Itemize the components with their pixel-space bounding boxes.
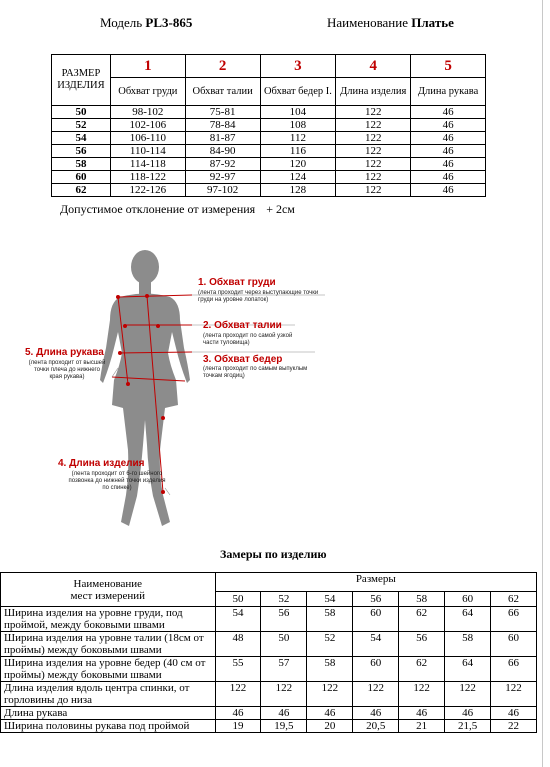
col-num-3: 3 bbox=[260, 55, 336, 78]
measure-row bbox=[1, 632, 537, 657]
measure-value-cell: 60 bbox=[353, 607, 399, 632]
measure-5-note: (лента проходит от высшей точки плеча до нижнего края рукава) bbox=[28, 360, 106, 380]
size-corner-cell bbox=[52, 55, 111, 106]
size-value-cell: 46 bbox=[411, 184, 486, 197]
model-value: PL3-865 bbox=[145, 15, 193, 30]
size-value-cell: 87-92 bbox=[185, 158, 260, 171]
measure-name-header bbox=[1, 573, 216, 607]
measure-value-cell: 60 bbox=[353, 657, 399, 682]
size-header-cell: 56 bbox=[353, 592, 399, 607]
measure-3-note: (лента проходит по самым выпуклым точкам ягодиц) bbox=[203, 366, 308, 379]
size-value-cell: 92-97 bbox=[185, 171, 260, 184]
measure-value-cell: 62 bbox=[399, 607, 445, 632]
size-row bbox=[52, 132, 486, 145]
measure-name-cell: Длина рукава bbox=[1, 707, 216, 720]
measure-value-cell: 122 bbox=[261, 682, 307, 707]
size-row bbox=[52, 158, 486, 171]
measure-value-cell: 66 bbox=[491, 657, 537, 682]
size-cell: 60 bbox=[52, 171, 111, 184]
measure-value-cell: 62 bbox=[399, 657, 445, 682]
size-value-cell: 122 bbox=[336, 106, 411, 119]
measure-table-title: Замеры по изделию bbox=[220, 547, 327, 561]
col-label-5: Длина рукава bbox=[411, 78, 486, 106]
measure-value-cell: 19 bbox=[215, 720, 261, 733]
size-header-cell: 58 bbox=[399, 592, 445, 607]
measure-row bbox=[1, 720, 537, 733]
size-cell: 54 bbox=[52, 132, 111, 145]
col-label-1: Обхват груди bbox=[110, 78, 185, 106]
measure-value-cell: 56 bbox=[261, 607, 307, 632]
size-value-cell: 46 bbox=[411, 171, 486, 184]
size-value-cell: 46 bbox=[411, 106, 486, 119]
col-num-5: 5 bbox=[411, 55, 486, 78]
size-header-cell: 60 bbox=[445, 592, 491, 607]
sizes-header: Размеры bbox=[215, 573, 536, 592]
measure-name-cell: Ширина изделия на уровне талии (18см от проймы) между боковыми швами bbox=[1, 632, 216, 657]
measure-value-cell: 46 bbox=[215, 707, 261, 720]
measure-value-cell: 52 bbox=[307, 632, 353, 657]
size-corner-label-2: ИЗДЕЛИЯ bbox=[57, 80, 105, 91]
measure-3-title: 3. Обхват бедер bbox=[203, 354, 283, 365]
measure-value-cell: 50 bbox=[261, 632, 307, 657]
size-header-cell: 50 bbox=[215, 592, 261, 607]
size-value-cell: 122 bbox=[336, 145, 411, 158]
measure-value-cell: 64 bbox=[445, 607, 491, 632]
size-cell: 52 bbox=[52, 119, 111, 132]
measure-table bbox=[0, 572, 537, 733]
measure-value-cell: 46 bbox=[307, 707, 353, 720]
size-row bbox=[52, 171, 486, 184]
size-value-cell: 110-114 bbox=[110, 145, 185, 158]
measure-value-cell: 22 bbox=[491, 720, 537, 733]
measure-name-cell: Ширина половины рукава под проймой bbox=[1, 720, 216, 733]
size-value-cell: 46 bbox=[411, 145, 486, 158]
size-value-cell: 112 bbox=[260, 132, 336, 145]
measure-5-title: 5. Длина рукава bbox=[25, 347, 104, 358]
measure-value-cell: 60 bbox=[491, 632, 537, 657]
measure-value-cell: 55 bbox=[215, 657, 261, 682]
size-header-cell: 52 bbox=[261, 592, 307, 607]
size-value-cell: 84-90 bbox=[185, 145, 260, 158]
measure-name-cell: Ширина изделия на уровне бедер (40 см от проймы) между боковыми швами bbox=[1, 657, 216, 682]
size-value-cell: 122 bbox=[336, 171, 411, 184]
size-row bbox=[52, 106, 486, 119]
measure-value-cell: 46 bbox=[261, 707, 307, 720]
measure-name-cell: Длина изделия вдоль центра спинки, от горловины до низа bbox=[1, 682, 216, 707]
col-num-2: 2 bbox=[185, 55, 260, 78]
size-value-cell: 122 bbox=[336, 132, 411, 145]
measure-value-cell: 21 bbox=[399, 720, 445, 733]
measure-4-note: (лента проходит от 6-го шейного позвонка до нижней точки изделия по спинке) bbox=[68, 471, 166, 491]
col-num-1: 1 bbox=[110, 55, 185, 78]
size-value-cell: 97-102 bbox=[185, 184, 260, 197]
measure-value-cell: 57 bbox=[261, 657, 307, 682]
model-label: Модель bbox=[100, 15, 143, 30]
page-edge-line bbox=[542, 0, 543, 767]
measure-value-cell: 46 bbox=[445, 707, 491, 720]
measure-value-cell: 66 bbox=[491, 607, 537, 632]
size-value-cell: 108 bbox=[260, 119, 336, 132]
measure-row bbox=[1, 682, 537, 707]
measure-value-cell: 58 bbox=[307, 607, 353, 632]
measure-name-cell: Ширина изделия на уровне груди, под проймой, между боковыми швами bbox=[1, 607, 216, 632]
size-value-cell: 122 bbox=[336, 158, 411, 171]
measure-value-cell: 19,5 bbox=[261, 720, 307, 733]
measure-value-cell: 46 bbox=[353, 707, 399, 720]
size-value-cell: 122 bbox=[336, 119, 411, 132]
size-corner-label-1: РАЗМЕР bbox=[61, 68, 101, 79]
measure-name-header-1: Наименование bbox=[73, 577, 143, 590]
measure-value-cell: 122 bbox=[353, 682, 399, 707]
measure-value-cell: 20 bbox=[307, 720, 353, 733]
size-cell: 50 bbox=[52, 106, 111, 119]
col-label-3: Обхват бедер I. bbox=[260, 78, 336, 106]
measure-value-cell: 54 bbox=[215, 607, 261, 632]
measure-value-cell: 122 bbox=[399, 682, 445, 707]
size-value-cell: 116 bbox=[260, 145, 336, 158]
measure-value-cell: 56 bbox=[399, 632, 445, 657]
size-value-cell: 102-106 bbox=[110, 119, 185, 132]
measure-value-cell: 20,5 bbox=[353, 720, 399, 733]
measure-name-header-2: мест измерений bbox=[70, 589, 146, 602]
measure-1-title: 1. Обхват груди bbox=[198, 277, 276, 288]
size-value-cell: 128 bbox=[260, 184, 336, 197]
measure-2-title: 2. Обхват талии bbox=[203, 320, 282, 331]
measure-row bbox=[1, 607, 537, 632]
col-label-2: Обхват талии bbox=[185, 78, 260, 106]
size-value-cell: 78-84 bbox=[185, 119, 260, 132]
size-value-cell: 98-102 bbox=[110, 106, 185, 119]
size-value-cell: 124 bbox=[260, 171, 336, 184]
size-cell: 56 bbox=[52, 145, 111, 158]
size-value-cell: 46 bbox=[411, 119, 486, 132]
measure-value-cell: 48 bbox=[215, 632, 261, 657]
measure-1-note: (лента проходит через выступающие точки груди на уровне лопаток) bbox=[198, 290, 319, 303]
model-line bbox=[100, 15, 192, 31]
col-num-4: 4 bbox=[336, 55, 411, 78]
measure-value-cell: 58 bbox=[445, 632, 491, 657]
size-value-cell: 114-118 bbox=[110, 158, 185, 171]
measure-value-cell: 122 bbox=[307, 682, 353, 707]
size-cell: 58 bbox=[52, 158, 111, 171]
size-value-cell: 106-110 bbox=[110, 132, 185, 145]
measure-value-cell: 122 bbox=[491, 682, 537, 707]
size-table bbox=[51, 54, 486, 197]
name-label: Наименование bbox=[327, 15, 408, 30]
measure-value-cell: 46 bbox=[399, 707, 445, 720]
measure-4-title: 4. Длина изделия bbox=[58, 458, 145, 469]
name-value: Платье bbox=[411, 15, 454, 30]
measurement-figure bbox=[0, 240, 340, 535]
size-row bbox=[52, 119, 486, 132]
measure-2-note: (лента проходит по самой узкой части туловища) bbox=[203, 333, 293, 346]
size-value-cell: 118-122 bbox=[110, 171, 185, 184]
tolerance-line bbox=[60, 202, 295, 217]
measure-value-cell: 122 bbox=[215, 682, 261, 707]
tolerance-text: Допустимое отклонение от измерения bbox=[60, 202, 256, 216]
measure-value-cell: 122 bbox=[445, 682, 491, 707]
name-line bbox=[327, 15, 454, 31]
size-value-cell: 122 bbox=[336, 184, 411, 197]
measure-row bbox=[1, 657, 537, 682]
size-header-cell: 62 bbox=[491, 592, 537, 607]
size-row bbox=[52, 184, 486, 197]
size-value-cell: 46 bbox=[411, 158, 486, 171]
measure-row bbox=[1, 707, 537, 720]
tolerance-value: + 2см bbox=[266, 202, 295, 216]
size-value-cell: 81-87 bbox=[185, 132, 260, 145]
measure-value-cell: 46 bbox=[491, 707, 537, 720]
size-value-cell: 120 bbox=[260, 158, 336, 171]
measure-value-cell: 58 bbox=[307, 657, 353, 682]
measure-value-cell: 21,5 bbox=[445, 720, 491, 733]
size-value-cell: 104 bbox=[260, 106, 336, 119]
size-value-cell: 122-126 bbox=[110, 184, 185, 197]
size-value-cell: 46 bbox=[411, 132, 486, 145]
size-row bbox=[52, 145, 486, 158]
size-value-cell: 75-81 bbox=[185, 106, 260, 119]
measure-value-cell: 64 bbox=[445, 657, 491, 682]
size-cell: 62 bbox=[52, 184, 111, 197]
col-label-4: Длина изделия bbox=[336, 78, 411, 106]
measure-value-cell: 54 bbox=[353, 632, 399, 657]
size-header-cell: 54 bbox=[307, 592, 353, 607]
